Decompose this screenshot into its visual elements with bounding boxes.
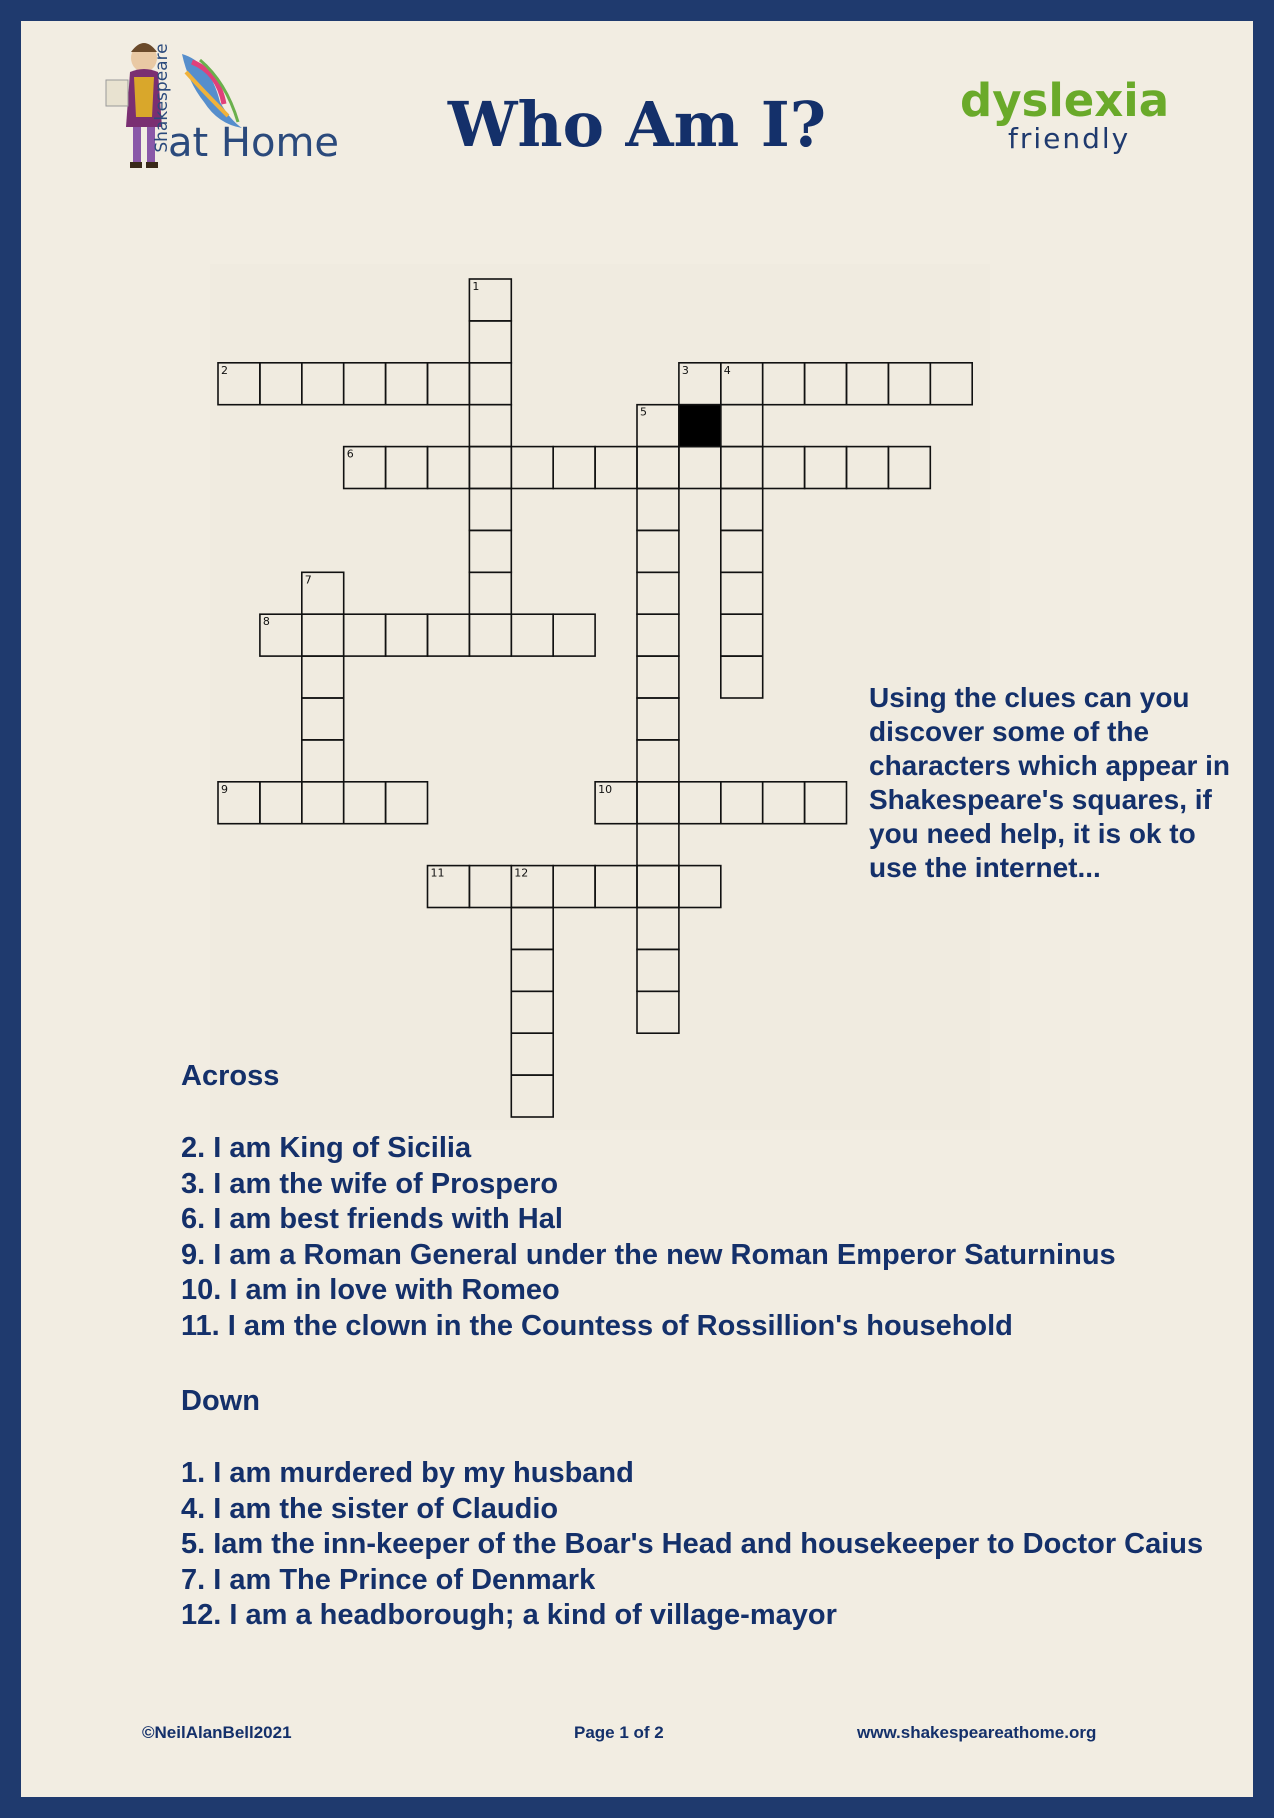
page-number: Page 1 of 2 — [574, 1723, 664, 1742]
crossword-cell[interactable] — [930, 363, 972, 405]
crossword-clue-number: 1 — [472, 280, 480, 293]
crossword-cell[interactable] — [469, 572, 511, 614]
crossword-cell[interactable] — [553, 447, 595, 489]
crossword-cell[interactable] — [302, 363, 344, 405]
crossword-cell[interactable] — [763, 782, 805, 824]
crossword-cell[interactable] — [637, 489, 679, 531]
across-clue: 10. I am in love with Romeo — [181, 1274, 560, 1306]
crossword-clue-number: 5 — [640, 405, 647, 419]
crossword-cell[interactable] — [847, 447, 889, 489]
crossword-cell[interactable] — [344, 782, 386, 824]
crossword-cell[interactable] — [511, 991, 553, 1033]
crossword-cell[interactable] — [637, 866, 679, 908]
crossword-cell[interactable] — [721, 614, 763, 656]
website-link[interactable]: www.shakespeareathome.org — [857, 1723, 1097, 1742]
crossword-blocked-cell — [679, 405, 721, 447]
across-clue: 6. I am best friends with Hal — [181, 1203, 563, 1235]
crossword-cell[interactable] — [428, 363, 470, 405]
logo-at-home: at Home — [168, 120, 340, 166]
crossword-cell[interactable] — [888, 447, 930, 489]
crossword-cell[interactable] — [469, 321, 511, 363]
crossword-cell[interactable] — [721, 489, 763, 531]
crossword-cell[interactable] — [469, 530, 511, 572]
across-clue-list — [181, 1131, 1116, 1344]
dyslexia-badge-line1: dyslexia — [960, 74, 1170, 127]
crossword-cell[interactable] — [469, 447, 511, 489]
logo-shakespeare-vertical: Shakespeare — [152, 43, 172, 153]
down-clue: 12. I am a headborough; a kind of village-mayor — [181, 1599, 837, 1631]
down-heading: Down — [181, 1385, 260, 1417]
across-clue: 3. I am the wife of Prospero — [181, 1167, 559, 1200]
crossword-cell[interactable] — [302, 740, 344, 782]
crossword-cell[interactable] — [763, 447, 805, 489]
crossword-cell[interactable] — [469, 405, 511, 447]
crossword-cell[interactable] — [637, 991, 679, 1033]
instructions-text: Using the clues can you discover some of the characters which appear in Shakespeare's squares, if you need help, it is ok to use the internet... — [869, 682, 1231, 883]
crossword-clue-number: 8 — [262, 615, 270, 629]
crossword-cell[interactable] — [721, 405, 763, 447]
crossword-cell[interactable] — [553, 614, 595, 656]
crossword-cell[interactable] — [637, 447, 679, 489]
crossword-cell[interactable] — [386, 363, 428, 405]
across-clue: 11. I am the clown in the Countess of Rossillion's household — [181, 1309, 1013, 1342]
crossword-cell[interactable] — [302, 698, 344, 740]
crossword-clue-number: 12 — [514, 866, 529, 880]
dyslexia-badge-line2: friendly — [1008, 122, 1131, 155]
crossword-clue-number: 9 — [221, 782, 228, 796]
across-heading: Across — [181, 1060, 280, 1092]
crossword-cell[interactable] — [637, 908, 679, 950]
crossword-cell[interactable] — [386, 614, 428, 656]
crossword-cell[interactable] — [763, 363, 805, 405]
crossword-cell[interactable] — [637, 949, 679, 991]
crossword-clue-number: 2 — [221, 363, 228, 377]
crossword-cell[interactable] — [260, 782, 302, 824]
crossword-clue-number: 3 — [681, 363, 689, 377]
crossword-cell[interactable] — [553, 866, 595, 908]
crossword-cell[interactable] — [721, 782, 763, 824]
crossword-cell[interactable] — [637, 824, 679, 866]
crossword-cell[interactable] — [595, 866, 637, 908]
down-clue: 7. I am The Prince of Denmark — [181, 1563, 596, 1596]
crossword-cell[interactable] — [344, 363, 386, 405]
crossword-cell[interactable] — [595, 447, 637, 489]
crossword-cell[interactable] — [805, 782, 847, 824]
crossword-cell[interactable] — [428, 614, 470, 656]
crossword-cell[interactable] — [721, 530, 763, 572]
crossword-cell[interactable] — [637, 572, 679, 614]
crossword-cell[interactable] — [847, 363, 889, 405]
crossword-cell[interactable] — [637, 614, 679, 656]
crossword-cell[interactable] — [637, 530, 679, 572]
crossword-cell[interactable] — [511, 447, 553, 489]
crossword-cell[interactable] — [428, 447, 470, 489]
crossword-clue-number: 11 — [430, 866, 445, 880]
copyright-text: ©NeilAlanBell2021 — [142, 1723, 292, 1742]
down-clue-list — [181, 1456, 1203, 1634]
crossword-cell[interactable] — [302, 614, 344, 656]
crossword-cell[interactable] — [302, 782, 344, 824]
crossword-cell[interactable] — [637, 656, 679, 698]
page-title: Who Am I? — [447, 88, 827, 161]
crossword-cell[interactable] — [344, 614, 386, 656]
crossword-cell[interactable] — [469, 614, 511, 656]
crossword-cell[interactable] — [511, 1033, 553, 1075]
crossword-cell[interactable] — [260, 363, 302, 405]
crossword-cell[interactable] — [637, 782, 679, 824]
crossword-cell[interactable] — [805, 363, 847, 405]
crossword-cell[interactable] — [511, 1075, 553, 1117]
crossword-cell[interactable] — [386, 447, 428, 489]
crossword-cell[interactable] — [888, 363, 930, 405]
crossword-cell[interactable] — [679, 866, 721, 908]
across-clue: 2. I am King of Sicilia — [181, 1132, 472, 1164]
crossword-cell[interactable] — [469, 363, 511, 405]
down-clue: 1. I am murdered by my husband — [181, 1457, 634, 1489]
crossword-cell[interactable] — [721, 572, 763, 614]
crossword-clue-number: 6 — [346, 447, 354, 461]
crossword-cell[interactable] — [721, 656, 763, 698]
down-clue: 5. Iam the inn-keeper of the Boar's Head and housekeeper to Doctor Caius — [181, 1528, 1204, 1560]
crossword-clue-number: 10 — [598, 782, 613, 796]
across-clue: 9. I am a Roman General under the new Roman Emperor Saturninus — [181, 1238, 1116, 1271]
down-clue: 4. I am the sister of Claudio — [181, 1492, 559, 1525]
crossword-cell[interactable] — [302, 656, 344, 698]
crossword-clue-number: 7 — [304, 573, 312, 587]
crossword-cell[interactable] — [679, 782, 721, 824]
crossword-cell[interactable] — [637, 740, 679, 782]
crossword-cell[interactable] — [511, 614, 553, 656]
crossword-cell[interactable] — [469, 866, 511, 908]
crossword-cell[interactable] — [511, 949, 553, 991]
crossword-cell[interactable] — [469, 489, 511, 531]
crossword-cell[interactable] — [511, 908, 553, 950]
crossword-cell[interactable] — [805, 447, 847, 489]
crossword-cell[interactable] — [637, 698, 679, 740]
crossword-cell[interactable] — [721, 447, 763, 489]
crossword-cell[interactable] — [386, 782, 428, 824]
crossword-cell[interactable] — [679, 447, 721, 489]
crossword-clue-number: 4 — [723, 363, 731, 377]
